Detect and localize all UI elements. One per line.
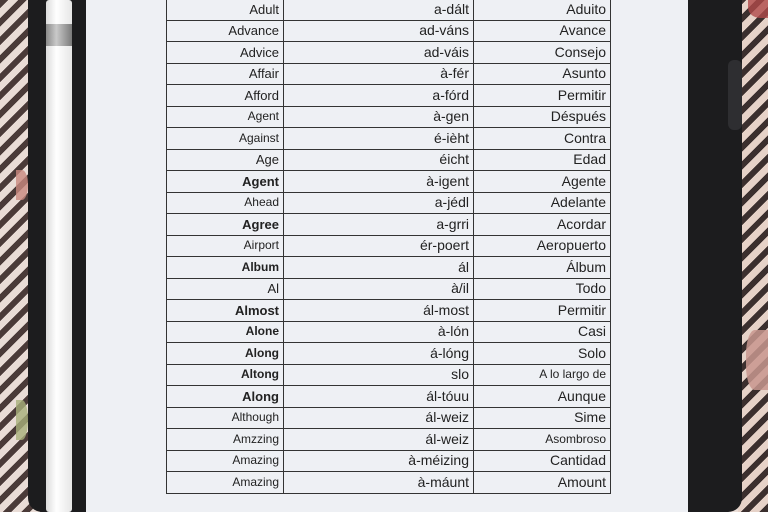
word-cell: Ahead (167, 192, 284, 214)
word-cell: Against (167, 128, 284, 150)
pronunciation-cell: à-méizing (284, 450, 474, 472)
pronunciation-cell: à-fér (284, 63, 474, 85)
table-row (167, 472, 611, 494)
word-cell: Album (167, 257, 284, 279)
pronunciation-cell: ál-weiz (284, 429, 474, 451)
translation-cell: Permitir (474, 300, 611, 322)
table-row (167, 0, 611, 20)
word-cell: Adult (167, 0, 284, 20)
table-row (167, 106, 611, 128)
table-row (167, 407, 611, 429)
pronunciation-cell: a-jédl (284, 192, 474, 214)
pronunciation-cell: à-igent (284, 171, 474, 193)
table-row (167, 235, 611, 257)
translation-cell: Aduito (474, 0, 611, 20)
translation-cell: Aunque (474, 386, 611, 408)
translation-cell: Aeropuerto (474, 235, 611, 257)
table-row (167, 128, 611, 150)
table-row (167, 386, 611, 408)
word-cell: Alone (167, 321, 284, 343)
table-row (167, 149, 611, 171)
translation-cell: Edad (474, 149, 611, 171)
pronunciation-cell: á-lóng (284, 343, 474, 365)
table-row (167, 343, 611, 365)
word-cell: Although (167, 407, 284, 429)
table-row (167, 429, 611, 451)
word-cell: Altong (167, 364, 284, 386)
word-cell: Agent (167, 171, 284, 193)
pronunciation-cell: ál-weiz (284, 407, 474, 429)
word-cell: Age (167, 149, 284, 171)
word-cell: Amazing (167, 472, 284, 494)
fabric-flower (16, 170, 28, 200)
pronunciation-cell: à/il (284, 278, 474, 300)
table-row (167, 300, 611, 322)
pronunciation-cell: a-fórd (284, 85, 474, 107)
translation-cell: Álbum (474, 257, 611, 279)
pronunciation-cell: éicht (284, 149, 474, 171)
translation-cell: Asunto (474, 63, 611, 85)
table-row (167, 42, 611, 64)
stylus-pencil (42, 0, 76, 512)
translation-cell: Amount (474, 472, 611, 494)
pronunciation-cell: à-lón (284, 321, 474, 343)
translation-cell: Consejo (474, 42, 611, 64)
translation-cell: Adelante (474, 192, 611, 214)
pronunciation-cell: à-gen (284, 106, 474, 128)
bezel-reflection (728, 60, 742, 130)
pronunciation-cell: ér-poert (284, 235, 474, 257)
word-cell: Advice (167, 42, 284, 64)
word-cell: Agent (167, 106, 284, 128)
translation-cell: Avance (474, 20, 611, 42)
fabric-flower (746, 330, 768, 390)
table-row (167, 257, 611, 279)
pronunciation-cell: é-ièht (284, 128, 474, 150)
pronunciation-cell: ál-most (284, 300, 474, 322)
pronunciation-cell: à-máunt (284, 472, 474, 494)
pronunciation-cell: a-grri (284, 214, 474, 236)
table-row (167, 171, 611, 193)
translation-cell: Déspués (474, 106, 611, 128)
translation-cell: Agente (474, 171, 611, 193)
table-row (167, 63, 611, 85)
table-row (167, 450, 611, 472)
word-cell: Amzzing (167, 429, 284, 451)
pencil-body (46, 0, 72, 512)
word-cell: Agree (167, 214, 284, 236)
translation-cell: Cantidad (474, 450, 611, 472)
table-row (167, 321, 611, 343)
translation-cell: Solo (474, 343, 611, 365)
table-row (167, 278, 611, 300)
translation-cell: A lo largo de (474, 364, 611, 386)
pronunciation-cell: a-dált (284, 0, 474, 20)
translation-cell: Acordar (474, 214, 611, 236)
word-cell: Advance (167, 20, 284, 42)
word-cell: Al (167, 278, 284, 300)
pronunciation-cell: ál (284, 257, 474, 279)
fabric-background-right (738, 0, 768, 512)
pronunciation-cell: slo (284, 364, 474, 386)
translation-cell: Permitir (474, 85, 611, 107)
word-cell: Affair (167, 63, 284, 85)
word-cell: Almost (167, 300, 284, 322)
word-cell: Along (167, 343, 284, 365)
translation-cell: Asombroso (474, 429, 611, 451)
pronunciation-cell: ad-váis (284, 42, 474, 64)
translation-cell: Sime (474, 407, 611, 429)
translation-cell: Casi (474, 321, 611, 343)
vocabulary-table (166, 0, 611, 494)
pencil-band (46, 24, 72, 46)
table-row (167, 192, 611, 214)
table-row (167, 20, 611, 42)
word-cell: Afford (167, 85, 284, 107)
fabric-flower (16, 400, 28, 440)
pronunciation-cell: ad-váns (284, 20, 474, 42)
table-row (167, 364, 611, 386)
table-row (167, 85, 611, 107)
word-cell: Airport (167, 235, 284, 257)
word-cell: Along (167, 386, 284, 408)
table-row (167, 214, 611, 236)
translation-cell: Contra (474, 128, 611, 150)
pronunciation-cell: ál-tóuu (284, 386, 474, 408)
word-cell: Amazing (167, 450, 284, 472)
translation-cell: Todo (474, 278, 611, 300)
